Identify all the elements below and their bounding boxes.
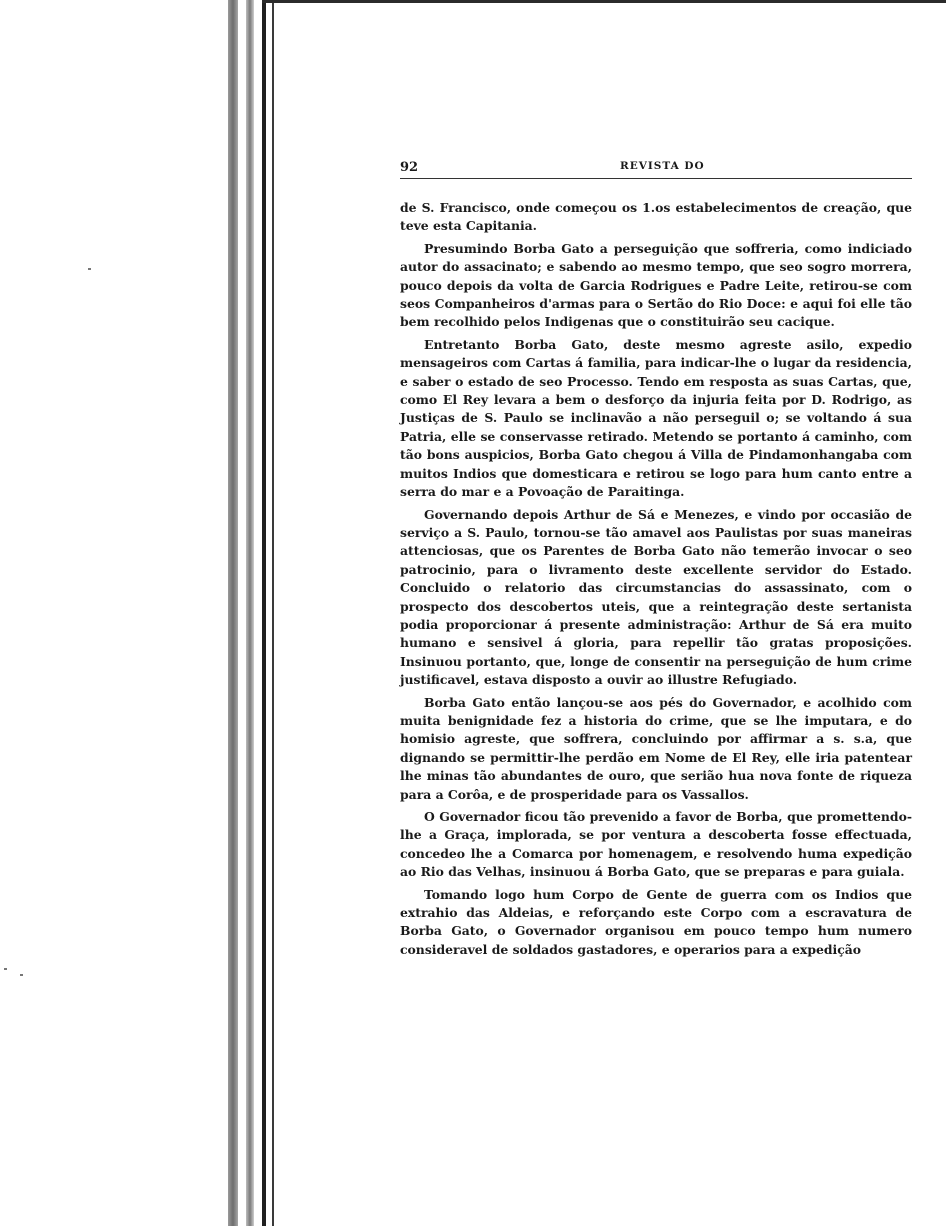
scan-speck xyxy=(20,974,23,976)
paragraph: Entretanto Borba Gato, deste mesmo agreste asilo, expedio mensageiros com Cartas á familia, para indicar-lhe o lugar da residencia, e saber o estado de seo Processo. Tendo em resposta as suas Cartas, que, como El Rey levara a bem o desforço da injuria feita por D. Rodrigo, as Justiças de S. Paulo se inclinavão a não perseguil o; se voltando á sua Patria, elle se conservasse retirado. Metendo se portanto á caminho, com tão bons auspicios, Borba Gato chegou á Villa de Pindamonhangaba com muitos Indios que domesticara e retirou se logo para hum canto entre a serra do mar e a Povoação de Paraitinga. xyxy=(400,336,912,500)
paragraph: O Governador ficou tão prevenido a favor de Borba, que promettendo-lhe a Graça, implorada, se por ventura a descoberta fosse effectuada, concedeo lhe a Comarca por homenagem, e resolvendo huma expedição ao Rio das Velhas, insinuou á Borba Gato, que se preparas e para guiala. xyxy=(400,809,912,880)
page-edge xyxy=(262,0,266,1226)
paragraph: Presumindo Borba Gato a perseguição que soffreria, como indiciado autor do assacinato; e sabendo ao mesmo tempo, que seo sogro morrera, pouco depois da volta de Garcia Rodrigues e Padre Leite, retirou-se com seos Companheiros d'armas para o Sertão do Rio Doce: e aqui foi elle tão bem recolhido pelos Indigenas que o constituirão seu cacique. xyxy=(400,240,912,330)
paragraph: Governando depois Arthur de Sá e Menezes, e vindo por occasião de serviço a S. Paulo, tornou-se tão amavel aos Paulistas por suas maneiras attenciosas, que os Parentes de Borba Gato não temerão invocar o seo patrocinio, para o livramento deste excellente servidor do Estado. Concluido o relatorio das circumstancias do assassinato, com o prospecto dos descobertos uteis, que a reintegração deste sertanista podia proporcionar á presente administração: Arthur de Sá era muito humano e sensivel á gloria, para repellir tão gratas proposições. Insinuou portanto, que, longe de consentir na perseguição de hum crime justificavel, estava disposto a ouvir ao illustre Refugiado. xyxy=(400,506,912,688)
paragraph: Borba Gato então lançou-se aos pés do Governador, e acolhido com muita benignidade fez a historia do crime, que se lhe imputara, e do homisio agreste, que soffrera, concluindo por affirmar a s. s.a, que dignando se permittir-lhe perdão em Nome de El Rey, elle iria patentear lhe minas tão abundantes de ouro, que serião hua nova fonte de riqueza para a Corôa, e de prosperidade para os Vassallos. xyxy=(400,694,912,802)
paragraph: de S. Francisco, onde começou os 1.os estabelecimentos de creação, que teve esta Capitania. xyxy=(400,200,912,234)
gutter-shadow-inner xyxy=(246,0,254,1226)
scan-speck xyxy=(88,268,91,270)
running-head: REVISTA DO xyxy=(620,160,705,172)
gutter-shadow xyxy=(228,0,238,1226)
paragraph: Tomando logo hum Corpo de Gente de guerra com os Indios que extrahio das Aldeias, e reforçando este Corpo com a escravatura de Borba Gato, o Governador organisou em pouco tempo hum numero consideravel de soldados gastadores, e operarios para a expedição xyxy=(400,886,912,957)
page-edge-inner xyxy=(272,0,274,1226)
document-page xyxy=(400,158,912,963)
scan-speck xyxy=(4,968,7,970)
body-text xyxy=(400,199,912,959)
scan-gutter xyxy=(0,0,268,1226)
page-number: 92 xyxy=(400,160,419,175)
page-header xyxy=(400,158,912,179)
top-page-edge xyxy=(262,0,946,3)
